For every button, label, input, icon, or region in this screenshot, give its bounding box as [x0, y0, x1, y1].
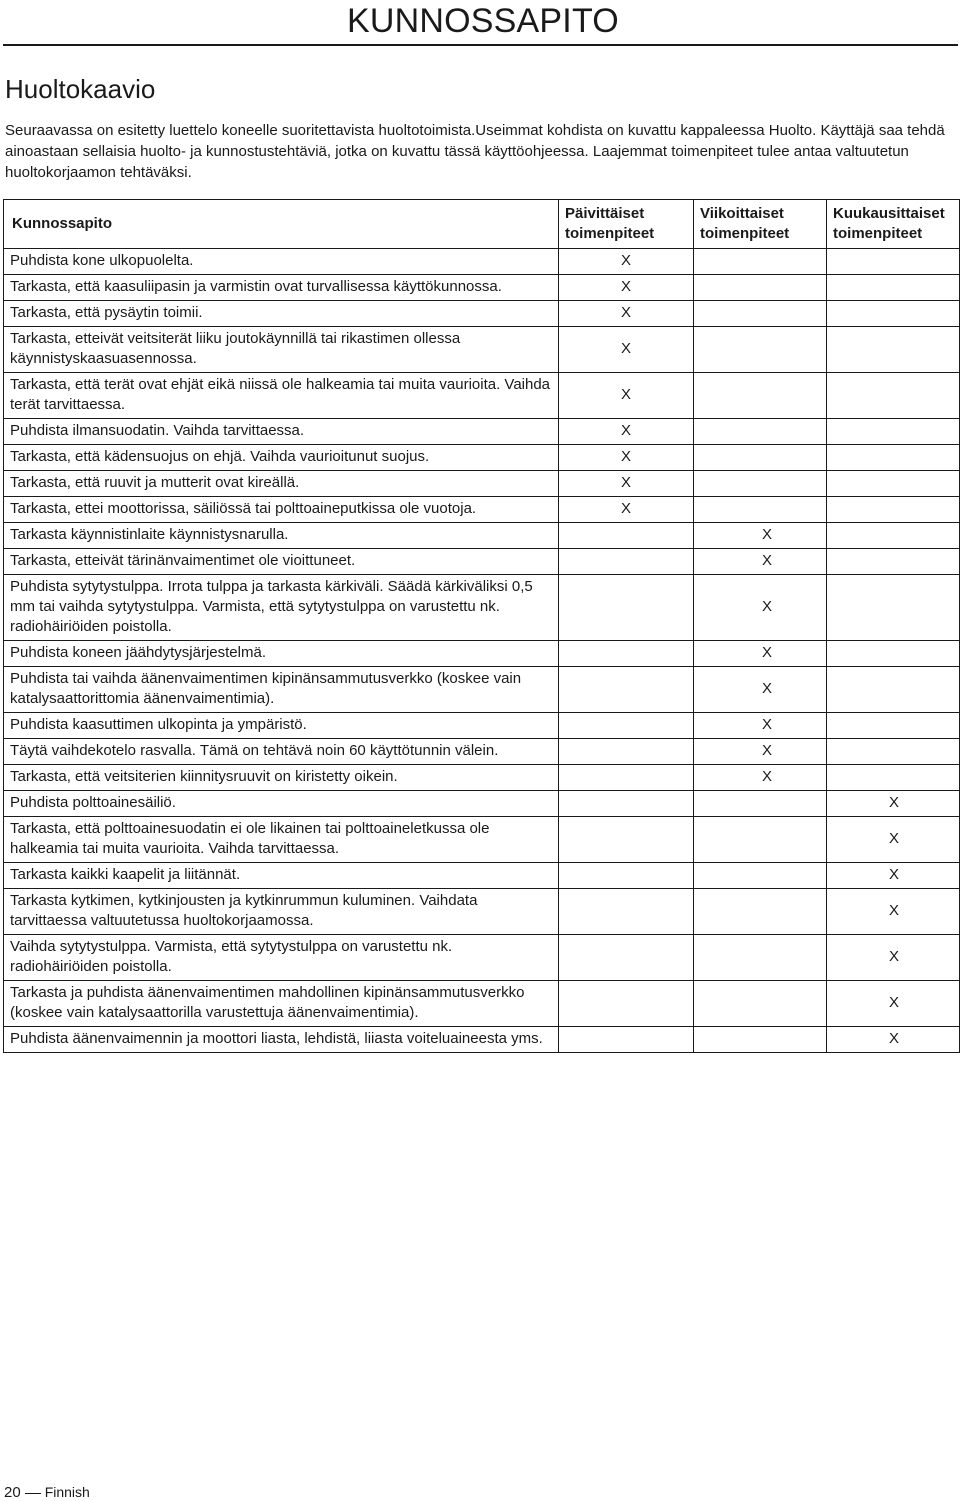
- monthly-mark-cell: [827, 765, 960, 791]
- table-row: [4, 275, 960, 301]
- task-cell: Vaihda sytytystulppa. Varmista, että sytytystulppa on varustettu nk. radiohäiriöiden poistolla.: [4, 935, 559, 981]
- weekly-mark-cell: [694, 817, 827, 863]
- daily-mark-cell: [559, 641, 694, 667]
- daily-mark-cell: X: [559, 301, 694, 327]
- monthly-mark-cell: [827, 249, 960, 275]
- weekly-mark-cell: [694, 791, 827, 817]
- table-row: [4, 445, 960, 471]
- task-cell: Tarkasta kaikki kaapelit ja liitännät.: [4, 863, 559, 889]
- page-footer: [4, 1484, 90, 1501]
- footer-language: Finnish: [44, 1484, 90, 1500]
- daily-mark-cell: X: [559, 249, 694, 275]
- task-cell: Puhdista tai vaihda äänenvaimentimen kipinänsammutusverkko (koskee vain katalysaattorittomia äänenvaimentimia).: [4, 667, 559, 713]
- weekly-mark-cell: X: [694, 739, 827, 765]
- table-row: [4, 791, 960, 817]
- monthly-mark-cell: [827, 667, 960, 713]
- monthly-mark-cell: [827, 471, 960, 497]
- table-row: [4, 549, 960, 575]
- monthly-mark-cell: [827, 419, 960, 445]
- daily-mark-cell: [559, 667, 694, 713]
- weekly-mark-cell: X: [694, 523, 827, 549]
- table-header-row: [4, 200, 960, 249]
- task-cell: Tarkasta, että ruuvit ja mutterit ovat kireällä.: [4, 471, 559, 497]
- daily-mark-cell: [559, 863, 694, 889]
- weekly-mark-cell: [694, 327, 827, 373]
- page-number: 20: [4, 1484, 21, 1501]
- monthly-mark-cell: X: [827, 791, 960, 817]
- weekly-mark-cell: [694, 301, 827, 327]
- monthly-mark-cell: [827, 575, 960, 641]
- monthly-mark-cell: X: [827, 935, 960, 981]
- daily-mark-cell: [559, 935, 694, 981]
- daily-mark-cell: [559, 817, 694, 863]
- task-cell: Puhdista ilmansuodatin. Vaihda tarvittaessa.: [4, 419, 559, 445]
- table-row: [4, 889, 960, 935]
- daily-mark-cell: [559, 889, 694, 935]
- monthly-mark-cell: [827, 445, 960, 471]
- daily-mark-cell: [559, 739, 694, 765]
- header-daily: Päivittäiset toimenpiteet: [559, 200, 694, 249]
- monthly-mark-cell: X: [827, 863, 960, 889]
- monthly-mark-cell: [827, 549, 960, 575]
- monthly-mark-cell: [827, 275, 960, 301]
- footer-dash: [25, 1493, 41, 1494]
- task-cell: Tarkasta, että polttoainesuodatin ei ole likainen tai polttoaineletkussa ole halkeamia tai muita vaurioita. Vaihda tarvittaessa.: [4, 817, 559, 863]
- table-row: [4, 713, 960, 739]
- table-row: [4, 575, 960, 641]
- daily-mark-cell: [559, 713, 694, 739]
- task-cell: Tarkasta, että kaasuliipasin ja varmistin ovat turvallisessa käyttökunnossa.: [4, 275, 559, 301]
- task-cell: Tarkasta, etteivät tärinänvaimentimet ole vioittuneet.: [4, 549, 559, 575]
- weekly-mark-cell: [694, 981, 827, 1027]
- maintenance-schedule-table: [3, 199, 960, 1053]
- table-row: [4, 497, 960, 523]
- weekly-mark-cell: [694, 249, 827, 275]
- weekly-mark-cell: [694, 863, 827, 889]
- task-cell: Tarkasta, ettei moottorissa, säiliössä tai polttoaineputkissa ole vuotoja.: [4, 497, 559, 523]
- table-row: [4, 523, 960, 549]
- table-row: [4, 249, 960, 275]
- task-cell: Puhdista koneen jäähdytysjärjestelmä.: [4, 641, 559, 667]
- task-cell: Tarkasta, että kädensuojus on ehjä. Vaihda vaurioitunut suojus.: [4, 445, 559, 471]
- daily-mark-cell: [559, 575, 694, 641]
- daily-mark-cell: X: [559, 471, 694, 497]
- monthly-mark-cell: [827, 373, 960, 419]
- title-rule: [3, 44, 958, 46]
- monthly-mark-cell: [827, 327, 960, 373]
- task-cell: Tarkasta, että veitsiterien kiinnitysruuvit on kiristetty oikein.: [4, 765, 559, 791]
- task-cell: Puhdista kone ulkopuolelta.: [4, 249, 559, 275]
- daily-mark-cell: X: [559, 327, 694, 373]
- monthly-mark-cell: [827, 523, 960, 549]
- table-row: [4, 301, 960, 327]
- table-row: [4, 739, 960, 765]
- page-heading: Huoltokaavio: [5, 74, 156, 104]
- monthly-mark-cell: [827, 739, 960, 765]
- weekly-mark-cell: [694, 935, 827, 981]
- daily-mark-cell: X: [559, 497, 694, 523]
- monthly-mark-cell: X: [827, 1027, 960, 1053]
- table-row: [4, 817, 960, 863]
- task-cell: Tarkasta, että terät ovat ehjät eikä niissä ole halkeamia tai muita vaurioita. Vaihda terät tarvittaessa.: [4, 373, 559, 419]
- table-row: [4, 667, 960, 713]
- monthly-mark-cell: [827, 713, 960, 739]
- weekly-mark-cell: [694, 889, 827, 935]
- table-row: [4, 641, 960, 667]
- table-row: [4, 373, 960, 419]
- table-row: [4, 471, 960, 497]
- daily-mark-cell: [559, 981, 694, 1027]
- header-task: Kunnossapito: [4, 200, 559, 249]
- intro-paragraph: Seuraavassa on esitetty luettelo koneelle suoritettavista huoltotoimista.Useimmat kohdista on kuvattu kappaleessa Huolto. Käyttäjä saa tehdä ainoastaan sellaisia huolto- ja kunnostustehtäviä, jotka on kuvattu tässä käyttöohjeessa. Laajemmat toimenpiteet tulee antaa valtuutetun huoltokorjaamon tehtäväksi.: [5, 122, 945, 181]
- daily-mark-cell: [559, 765, 694, 791]
- weekly-mark-cell: [694, 1027, 827, 1053]
- weekly-mark-cell: X: [694, 641, 827, 667]
- task-cell: Puhdista kaasuttimen ulkopinta ja ympäristö.: [4, 713, 559, 739]
- weekly-mark-cell: X: [694, 575, 827, 641]
- monthly-mark-cell: X: [827, 817, 960, 863]
- daily-mark-cell: X: [559, 373, 694, 419]
- task-cell: Tarkasta, etteivät veitsiterät liiku joutokäynnillä tai rikastimen ollessa käynnistyskaasuasennossa.: [4, 327, 559, 373]
- weekly-mark-cell: X: [694, 765, 827, 791]
- table-row: [4, 935, 960, 981]
- section-title: KUNNOSSAPITO: [347, 2, 619, 40]
- daily-mark-cell: [559, 1027, 694, 1053]
- task-cell: Tarkasta, että pysäytin toimii.: [4, 301, 559, 327]
- task-cell: Täytä vaihdekotelo rasvalla. Tämä on tehtävä noin 60 käyttötunnin välein.: [4, 739, 559, 765]
- header-weekly: Viikoittaiset toimenpiteet: [694, 200, 827, 249]
- daily-mark-cell: [559, 791, 694, 817]
- monthly-mark-cell: X: [827, 981, 960, 1027]
- monthly-mark-cell: [827, 641, 960, 667]
- monthly-mark-cell: [827, 497, 960, 523]
- table-row: [4, 327, 960, 373]
- table-row: [4, 863, 960, 889]
- daily-mark-cell: X: [559, 275, 694, 301]
- weekly-mark-cell: [694, 419, 827, 445]
- table-row: [4, 1027, 960, 1053]
- task-cell: Puhdista polttoainesäiliö.: [4, 791, 559, 817]
- weekly-mark-cell: X: [694, 667, 827, 713]
- task-cell: Tarkasta käynnistinlaite käynnistysnarulla.: [4, 523, 559, 549]
- header-monthly: Kuukausittaiset toimenpiteet: [827, 200, 960, 249]
- weekly-mark-cell: X: [694, 549, 827, 575]
- daily-mark-cell: [559, 549, 694, 575]
- weekly-mark-cell: [694, 497, 827, 523]
- weekly-mark-cell: X: [694, 713, 827, 739]
- weekly-mark-cell: [694, 471, 827, 497]
- monthly-mark-cell: [827, 301, 960, 327]
- table-row: [4, 765, 960, 791]
- table-row: [4, 981, 960, 1027]
- daily-mark-cell: X: [559, 445, 694, 471]
- task-cell: Tarkasta ja puhdista äänenvaimentimen mahdollinen kipinänsammutusverkko (koskee vain katalysaattorilla varustettuja äänenvaimentimia).: [4, 981, 559, 1027]
- weekly-mark-cell: [694, 445, 827, 471]
- daily-mark-cell: [559, 523, 694, 549]
- weekly-mark-cell: [694, 275, 827, 301]
- table-row: [4, 419, 960, 445]
- monthly-mark-cell: X: [827, 889, 960, 935]
- task-cell: Puhdista äänenvaimennin ja moottori liasta, lehdistä, liiasta voiteluaineesta yms.: [4, 1027, 559, 1053]
- task-cell: Puhdista sytytystulppa. Irrota tulppa ja tarkasta kärkiväli. Säädä kärkiväliksi 0,5 mm tai vaihda sytytystulppa. Varmista, että sytytystulppa on varustettu nk. radiohäiriöiden poistolla.: [4, 575, 559, 641]
- task-cell: Tarkasta kytkimen, kytkinjousten ja kytkinrummun kuluminen. Vaihdata tarvittaessa valtuutetussa huoltokorjaamossa.: [4, 889, 559, 935]
- daily-mark-cell: X: [559, 419, 694, 445]
- weekly-mark-cell: [694, 373, 827, 419]
